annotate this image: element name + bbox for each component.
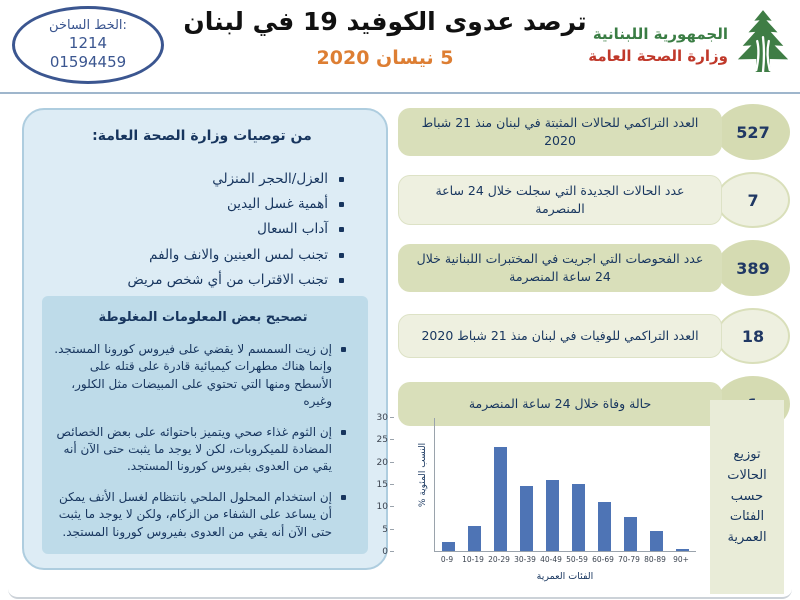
hotline-number-long: 01594459 bbox=[49, 53, 127, 72]
stat-label: حالة وفاة خلال 24 ساعة المنصرمة bbox=[398, 382, 722, 426]
ministry-logo-block bbox=[588, 8, 792, 82]
recommendations-list bbox=[38, 170, 366, 314]
stats-column bbox=[398, 104, 790, 444]
y-tick-label: 15 bbox=[376, 480, 388, 490]
chart-title-box bbox=[710, 400, 784, 594]
misinformation-item: إن استخدام المحلول الملحي بانتظام لغسل الأنف يمكن أن يساعد على الشفاء من الزكام، ولكن لا يوجد ما يثبت حتى الآن أنه يقي من العدوى بفيروس كورونا المستجد. bbox=[54, 489, 332, 541]
chart-bar bbox=[494, 447, 507, 551]
stat-row bbox=[398, 104, 790, 160]
x-tick-label: 90+ bbox=[673, 555, 689, 564]
misinformation-title: تصحيح بعض المعلومات المغلوطة bbox=[98, 310, 308, 325]
chart-bar bbox=[624, 517, 637, 551]
y-tick-mark bbox=[390, 551, 394, 552]
chart-bar-slot bbox=[643, 531, 669, 551]
page-bottom-edge bbox=[8, 589, 792, 599]
misinformation-item: إن الثوم غذاء صحي ويتميز باحتوائه على بعض الخصائص المضادة للميكروبات، لكن لا يوجد ما يثبت حتى الآن أنه يقي من العدوى بفيروس كورونا المستجد. bbox=[54, 424, 332, 476]
chart-bar bbox=[598, 502, 611, 551]
misinformation-panel bbox=[42, 296, 368, 554]
chart-bar-slot bbox=[461, 526, 487, 551]
chart-title: توزيع الحالات حسب الفئات العمرية bbox=[727, 447, 767, 546]
recommendation-item: أهمية غسل اليدين bbox=[38, 195, 328, 213]
chart-y-axis-label: النسب المئوية % bbox=[418, 442, 428, 508]
ministry-name-line2: وزارة الصحة العامة bbox=[588, 47, 728, 65]
y-tick-mark bbox=[390, 529, 394, 530]
cedar-tree-icon bbox=[734, 8, 792, 82]
y-tick-mark bbox=[390, 506, 394, 507]
page-title: ترصد عدوى الكوفيد 19 في لبنان bbox=[183, 7, 587, 36]
chart-bar bbox=[468, 526, 481, 551]
y-tick-label: 20 bbox=[376, 457, 388, 468]
hotline-badge bbox=[12, 6, 164, 84]
chart-bar bbox=[572, 484, 585, 551]
ministry-name-line1: الجمهورية اللبنانية bbox=[592, 24, 728, 43]
header-titles bbox=[170, 6, 600, 69]
y-tick-mark bbox=[390, 484, 394, 485]
hotline-number-short: 1214 bbox=[68, 34, 108, 53]
stat-label: العدد التراكمي للحالات المثبتة في لبنان منذ 21 شباط 2020 bbox=[398, 108, 722, 156]
y-tick-mark bbox=[390, 462, 394, 463]
stat-value-badge: 527 bbox=[716, 104, 790, 160]
chart-bar bbox=[442, 542, 455, 551]
age-distribution-chart bbox=[376, 408, 706, 594]
y-tick-label: 5 bbox=[382, 524, 388, 535]
recommendation-item: تجنب لمس العينين والانف والفم bbox=[38, 246, 328, 264]
x-tick-label: 70-79 bbox=[618, 555, 640, 564]
hotline-label: الخط الساخن: bbox=[49, 18, 127, 34]
recommendation-item: آداب السعال bbox=[38, 220, 328, 238]
chart-bar-slot bbox=[539, 480, 565, 551]
y-tick-mark bbox=[390, 417, 394, 418]
x-tick-label: 0-9 bbox=[440, 555, 454, 564]
y-tick-label: 10 bbox=[376, 502, 388, 513]
stat-row bbox=[398, 172, 790, 228]
chart-bar-slot bbox=[513, 486, 539, 551]
recommendation-item: تجنب الاقتراب من أي شخص مريض bbox=[38, 271, 328, 289]
chart-bar-slot bbox=[617, 517, 643, 551]
chart-bar-slot bbox=[435, 542, 461, 551]
stat-value-badge: 7 bbox=[716, 172, 790, 228]
stat-label: عدد الحالات الجديدة التي سجلت خلال 24 ساعة المنصرمة bbox=[398, 175, 722, 225]
ministry-name bbox=[588, 23, 728, 68]
x-tick-label: 50-59 bbox=[566, 555, 588, 564]
chart-bars bbox=[434, 418, 696, 552]
x-tick-label: 80-89 bbox=[644, 555, 666, 564]
x-tick-label: 30-39 bbox=[514, 555, 536, 564]
chart-bar bbox=[676, 549, 689, 551]
y-tick-mark bbox=[390, 439, 394, 440]
stat-value-badge: 18 bbox=[716, 308, 790, 364]
recommendation-item: العزل/الحجر المنزلي bbox=[38, 170, 328, 188]
stat-label: عدد الفحوصات التي اجريت في المختبرات اللبنانية خلال 24 ساعة المنصرمة bbox=[398, 244, 722, 292]
stat-value-badge: 389 bbox=[716, 240, 790, 296]
chart-x-ticks bbox=[434, 555, 696, 564]
chart-bar-slot bbox=[591, 502, 617, 551]
y-tick-label: 30 bbox=[376, 413, 388, 423]
chart-bar bbox=[650, 531, 663, 551]
misinformation-list bbox=[54, 341, 352, 541]
chart-bar bbox=[520, 486, 533, 551]
x-tick-label: 10-19 bbox=[462, 555, 484, 564]
misinformation-item: إن زيت السمسم لا يقضي على فيروس كورونا المستجد. وإنما هناك مطهرات كيميائية قادرة على قتله على الأسطح ومنها التي تحتوي على المبيضات مثل الكلور، وغيره bbox=[54, 341, 332, 411]
chart-bar-slot bbox=[487, 447, 513, 551]
chart-bar-slot bbox=[565, 484, 591, 551]
stat-label: العدد التراكمي للوفيات في لبنان منذ 21 شباط 2020 bbox=[398, 314, 722, 358]
chart-bar-slot bbox=[669, 549, 695, 551]
x-tick-label: 20-29 bbox=[488, 555, 510, 564]
x-tick-label: 60-69 bbox=[592, 555, 614, 564]
chart-x-axis-label: الفئات العمرية bbox=[536, 571, 594, 582]
header-divider bbox=[0, 92, 800, 94]
x-tick-label: 40-49 bbox=[540, 555, 562, 564]
report-date: 5 نيسان 2020 bbox=[316, 46, 454, 69]
stat-row bbox=[398, 308, 790, 364]
chart-bar bbox=[546, 480, 559, 551]
stat-row bbox=[398, 240, 790, 296]
chart-plot-area bbox=[434, 418, 696, 564]
y-tick-label: 25 bbox=[376, 435, 388, 446]
recommendations-title: من توصيات وزارة الصحة العامة: bbox=[92, 128, 312, 144]
chart-y-ticks bbox=[372, 413, 394, 557]
recommendations-panel bbox=[22, 108, 388, 570]
y-tick-label: 0 bbox=[382, 547, 388, 557]
